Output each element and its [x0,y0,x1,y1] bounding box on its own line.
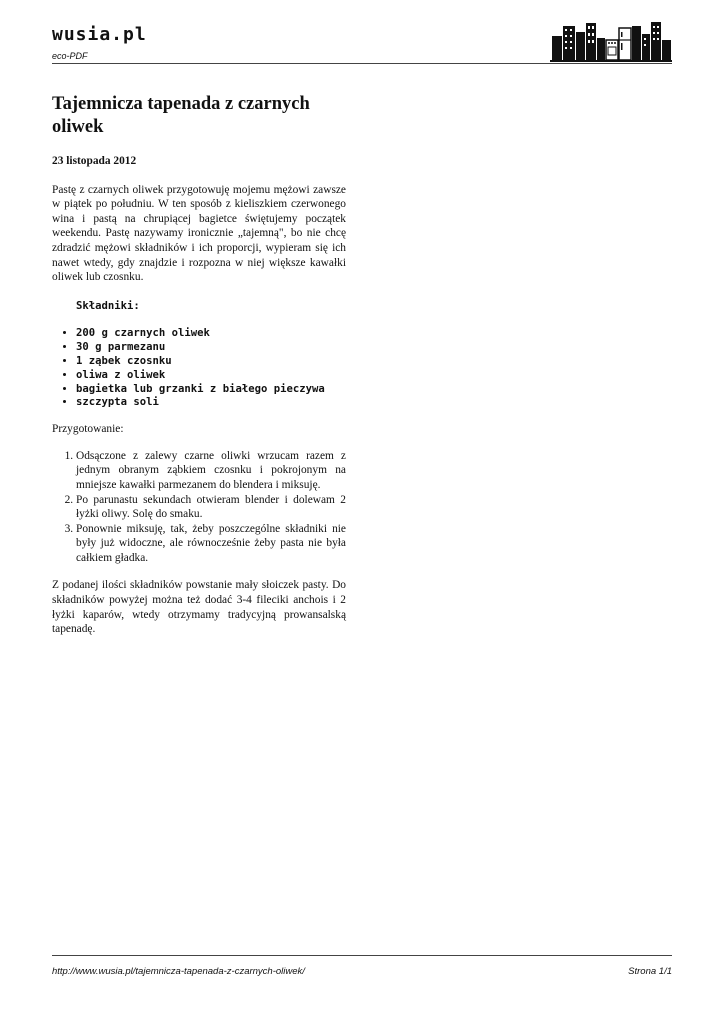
site-subtitle: eco-PDF [52,51,88,61]
list-item: • 1 ząbek czosnku [76,355,346,369]
article [52,93,346,637]
list-item: 2. Po parunastu sekundach otwieram blender i dolewam 2 łyżki oliwy. Solę do smaku. [76,493,346,522]
list-item: 1. Odsączone z zalewy czarne oliwki wrzucam razem z jednym obranym ząbkiem czosnku i pokrojonym na mniejsze kawałki parmezanem do blendera i miksuję. [76,449,346,493]
page-number: Strona 1/1 [628,966,672,977]
page-header [52,20,672,64]
list-item: 3. Ponownie miksuję, tak, żeby poszczególne składniki nie były już widoczne, ale równocześnie żeby pasta nie była całkiem gładka. [76,522,346,566]
list-item: • 30 g parmezanu [76,341,346,355]
ingredients-list [52,327,346,410]
article-date: 23 listopada 2012 [52,155,137,167]
site-name[interactable]: wusia.pl [52,24,147,45]
preparation-steps [52,449,346,566]
list-item: • bagietka lub grzanki z białego pieczywa [76,383,346,397]
list-item: • szczypta soli [76,396,346,410]
article-title: Tajemnicza tapenada z czarnych oliwek [52,94,310,137]
header-divider [52,63,672,64]
ingredients-heading: Składniki: [76,299,140,312]
article-outro: Z podanej ilości składników powstanie mały słoiczek pasty. Do składników powyżej można też dodać 3-4 fileciki anchois i 2 łyżki kaparów, wtedy otrzymamy tradycyjną prowansalską tapenadę. [52,579,346,636]
footer-divider [52,955,672,956]
article-intro: Pastę z czarnych oliwek przygotowuję mojemu mężowi zawsze w piątek po południu. W ten sposób z kieliszkiem czerwonego wina i pastą na chrupiącej bagietce świętujemy początek weekendu. Pastę nazywamy ironicznie „tajemną", bo nie chcę zdradzić mężowi składników i ich proporcji, wypieram się ich nawet wtedy, gdy znajdzie i rozpozna w niej większe kawałki oliwek lub czosnku. [52,183,346,284]
city-skyline-icon [550,20,672,62]
footer-url-link[interactable]: http://www.wusia.pl/tajemnicza-tapenada-z-czarnych-oliwek/ [52,966,305,977]
preparation-heading: Przygotowanie: [52,423,124,436]
list-item: • oliwa z oliwek [76,369,346,383]
list-item: • 200 g czarnych oliwek [76,327,346,341]
